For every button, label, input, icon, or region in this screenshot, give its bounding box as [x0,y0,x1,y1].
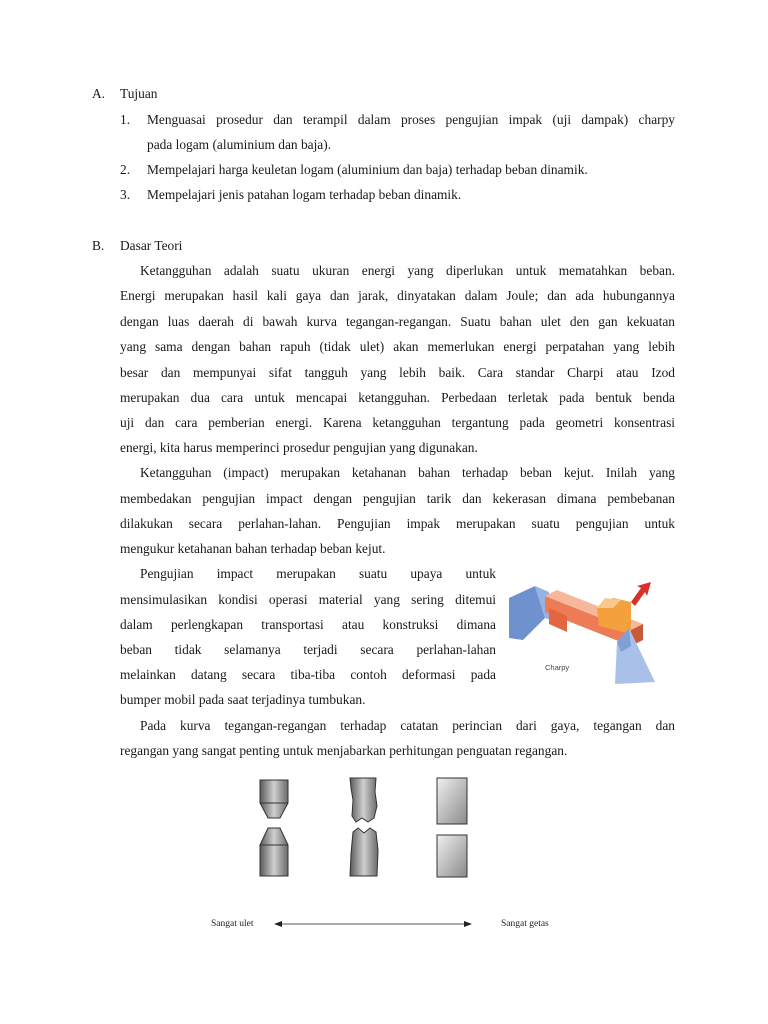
charpy-figure [505,578,665,688]
list-item-text: pada logam (aluminium dan baja). [147,137,332,152]
list-item-number: 3. [120,187,131,202]
paragraph-line: regangan yang sangat penting untuk menjabarkan perhitungan penguatan regangan. [120,743,568,758]
paragraph-line: dengan luas daerah di bawah kurva tegangan-regangan. Suatu bahan ulet den gan kekuatan [120,314,675,329]
ductile-label: Sangat ulet [211,919,254,929]
section-b-title: Dasar Teori [120,238,183,253]
paragraph-line: membedakan pengujian impact dengan pengujian tarik dan kekerasan dimana pembebanan [120,491,675,506]
section-a-marker: A. [92,86,106,101]
paragraph-line: energi, kita harus memperinci prosedur pengujian yang digunakan. [120,440,478,455]
paragraph-line: yang sama dengan bahan rapuh (tidak ulet) akan memerlukan energi perpatahan yang lebih [120,339,675,354]
list-item-text: Mempelajari jenis patahan logam terhadap beban dinamik. [147,187,462,202]
ductile-specimen [260,780,288,876]
paragraph-line: beban tidak selamanya terjadi secara perlahan-lahan [120,642,496,657]
paragraph-line: uji dan cara pemberian energi. Karena ketangguhan tergantung pada geometri konsentrasi [120,415,675,430]
brittle-specimen [437,778,467,877]
paragraph-line: melainkan datang secara tiba-tiba contoh deformasi pada [120,667,496,682]
charpy-illustration [505,578,665,688]
paragraph-line: dalam perlengkapan transportasi atau konstruksi dimana [120,617,496,632]
paragraph-line: dilakukan secara perlahan-lahan. Pengujian impak merupakan suatu pengujian untuk [120,516,675,531]
ductility-scale-arrow [274,921,472,927]
charpy-label: Charpy [545,663,570,672]
list-item-text: Mempelajari harga keuletan logam (aluminium dan baja) terhadap beban dinamik. [147,162,588,177]
paragraph-line: mengukur ketahanan bahan terhadap beban kejut. [120,541,386,556]
paragraph-line: besar dan mempunyai sifat tangguh yang lebih baik. Cara standar Charpi atau Izod [120,365,675,380]
section-b-marker: B. [92,238,105,253]
fracture-illustration [200,770,580,935]
paragraph-line: Ketangguhan adalah suatu ukuran energi yang diperlukan untuk mematahkan beban. [140,263,675,278]
paragraph-line: Pada kurva tegangan-regangan terhadap catatan perincian dari gaya, tegangan dan [140,718,675,733]
paragraph-line: bumper mobil pada saat terjadinya tumbukan. [120,692,366,707]
paragraph-line: Ketangguhan (impact) merupakan ketahanan bahan terhadap beban kejut. Inilah yang [140,465,675,480]
paragraph-line: Pengujian impact merupakan suatu upaya untuk [140,566,496,581]
arrow-icon [631,582,651,606]
paragraph-line: Energi merupakan hasil kali gaya dan jarak, dinyatakan dalam Joule; dan ada hubungannya [120,288,675,303]
brittle-label: Sangat getas [501,919,549,929]
paragraph-line: mensimulasikan kondisi operasi material yang sering ditemui [120,592,496,607]
paragraph-line: merupakan dua cara untuk mencapai ketangguhan. Perbedaan terletak pada bentuk benda [120,390,675,405]
list-item-text: Menguasai prosedur dan terampil dalam proses pengujian impak (uji dampak) charpy [147,112,675,127]
fracture-figure [200,770,580,935]
semi-ductile-specimen [350,778,378,876]
list-item-number: 1. [120,112,131,127]
list-item-number: 2. [120,162,131,177]
section-a-title: Tujuan [120,86,158,101]
